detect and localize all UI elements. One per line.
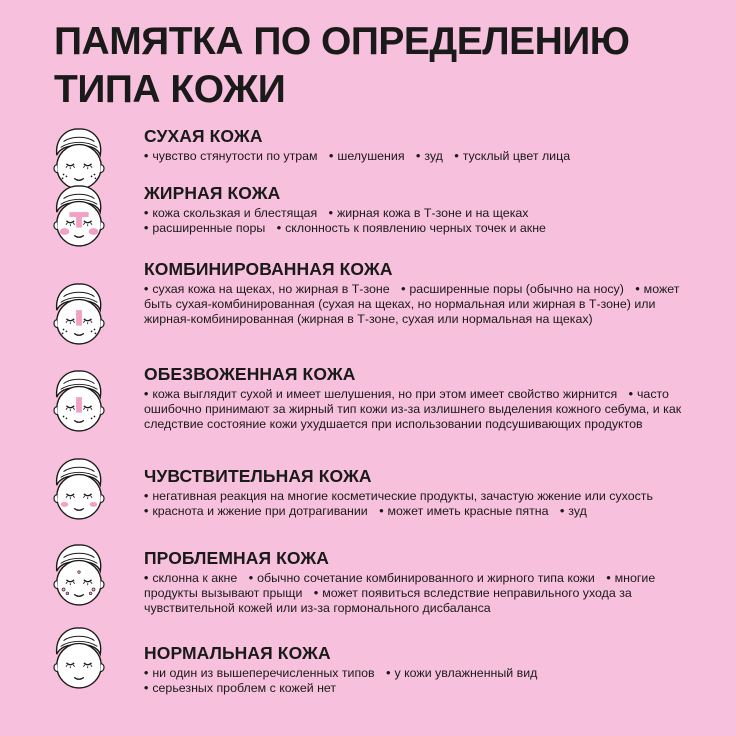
list-item: склонность к появлению черных точек и акне (285, 221, 546, 235)
list-item: расширенные поры (152, 221, 266, 235)
face-combination-icon (50, 281, 108, 347)
list-item: склонна к акне (152, 571, 238, 585)
list-item: часто ошибочно принимают за жирный тип кожи из-за излишнего выделения кожного себума, и как следствие состояние кожи ухудшается при использовании подсушивающих продуктов (144, 387, 682, 431)
list-item: кожа скользкая и блестящая (152, 206, 318, 220)
list-item: многие продукты вызывают прыщи (144, 571, 656, 600)
section-heading: ПРОБЛЕМНАЯ КОЖА (144, 548, 330, 568)
list-item: зуд (424, 149, 443, 163)
section-body: • чувство стянутости по утрам • шелушения • зуд • тусклый цвет лица (144, 149, 571, 163)
section-heading: СУХАЯ КОЖА (144, 126, 263, 146)
section-body: • кожа выглядит сухой и имеет шелушения, но при этом имеет свойство жирнится • часто ошибочно принимают за жирный тип кожи из-за излишнего выделения кожного себума, и как следствие состояние кожи ухудшается при использовании подсушивающих продуктов (144, 387, 682, 431)
section-heading: КОМБИНИРОВАННАЯ КОЖА (144, 259, 393, 279)
list-item: может иметь красные пятна (387, 504, 549, 518)
section-heading: ЧУВСТВИТЕЛЬНАЯ КОЖА (144, 466, 372, 486)
list-item: может быть сухая-комбинированная (сухая на щеках, но нормальная или жирная в Т-зоне) или жирная-комбинированная (жирная в Т-зоне, сухая или нормальная на щеках) (144, 282, 680, 326)
list-item: кожа выглядит сухой и имеет шелушения, но при этом имеет свойство жирнится (152, 387, 618, 401)
face-problem-icon (50, 542, 108, 608)
face-sensitive-icon (50, 456, 108, 522)
page-title (54, 18, 724, 114)
list-item: у кожи увлажненный вид (394, 666, 538, 680)
section-body: • негативная реакция на многие косметические продукты, зачастую жжение или сухость • краснота и жжение при дотрагивании • может иметь красные пятна • зуд (144, 489, 653, 518)
section-heading: ЖИРНАЯ КОЖА (144, 183, 281, 203)
list-item: негативная реакция на многие косметические продукты, зачастую жжение или сухость (152, 489, 653, 503)
section-heading: ОБЕЗВОЖЕННАЯ КОЖА (144, 364, 356, 384)
list-item: краснота и жжение при дотрагивании (152, 504, 368, 518)
page-title-line-1: ПАМЯТКА ПО ОПРЕДЕЛЕНИЮ (54, 20, 630, 63)
section-heading: НОРМАЛЬНАЯ КОЖА (144, 643, 331, 663)
face-dehydrated-icon (50, 368, 108, 434)
section-body: • ни один из вышеперечисленных типов • у кожи увлажненный вид • серьезных проблем с кожей нет (144, 666, 538, 695)
section-body: • кожа скользкая и блестящая • жирная кожа в Т-зоне и на щеках • расширенные поры • склонность к появлению черных точек и акне (144, 206, 546, 235)
list-item: ни один из вышеперечисленных типов (152, 666, 375, 680)
face-normal-icon (50, 625, 108, 691)
list-item: жирная кожа в Т-зоне и на щеках (336, 206, 529, 220)
list-item: серьезных проблем с кожей нет (152, 681, 337, 695)
page-title-line-2: ТИПА КОЖИ (54, 68, 286, 111)
list-item: может появиться вследствие неправильного ухода за чувствительной кожей или из-за гормонального дисбаланса (144, 586, 632, 615)
section-body: • склонна к акне • обычно сочетание комбинированного и жирного типа кожи • многие продукты вызывают прыщи • может появиться вследствие неправильного ухода за чувствительной кожей или из-за гормонального дисбаланса (144, 571, 656, 615)
list-item: тусклый цвет лица (462, 149, 571, 163)
list-item: зуд (568, 504, 587, 518)
list-item: сухая кожа на щеках, но жирная в Т-зоне (152, 282, 390, 296)
list-item: шелушения (337, 149, 405, 163)
list-item: обычно сочетание комбинированного и жирного типа кожи (257, 571, 595, 585)
list-item: расширенные поры (обычно на носу) (409, 282, 624, 296)
list-item: чувство стянутости по утрам (152, 149, 318, 163)
section-body: • сухая кожа на щеках, но жирная в Т-зоне • расширенные поры (обычно на носу) • может быть сухая-комбинированная (сухая на щеках, но нормальная или жирная в Т-зоне) или жирная-комбинированная (жирная в Т-зоне, сухая или нормальная на щеках) (144, 282, 680, 326)
face-oily-icon (50, 183, 108, 249)
